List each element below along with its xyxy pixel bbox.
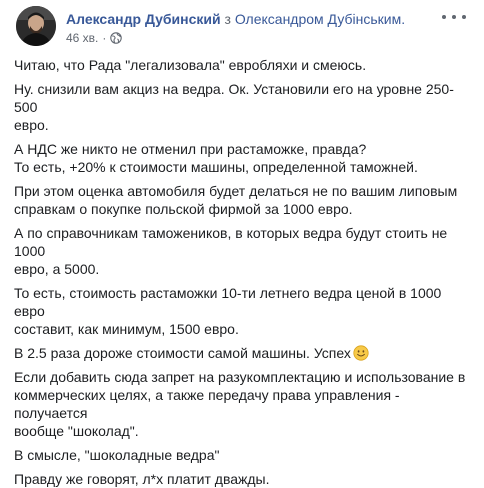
post-paragraph-2: Ну. снизили вам акциз на ведра. Ок. Установили его на уровне 250-500 евро. — [14, 81, 454, 133]
post-paragraph-3: А НДС же никто не отменил при растаможке, правда? То есть, +20% к стоимости машины, определенной таможней. — [14, 141, 418, 175]
with-word: з — [224, 11, 231, 27]
avatar[interactable] — [16, 6, 56, 46]
post-paragraph-10: Правду же говорят, л*х платит дважды. — [14, 471, 270, 487]
post-timestamp[interactable]: 46 хв. — [66, 31, 99, 45]
post-meta — [66, 30, 122, 46]
dot-1 — [442, 15, 446, 19]
author-name-link[interactable]: Александр Дубинский — [66, 11, 221, 27]
post-paragraph-7-text: В 2.5 раза дороже стоимости самой машины. Успех — [14, 345, 351, 361]
post-paragraph-9: В смысле, "шоколадные ведра" — [14, 447, 220, 463]
post-paragraph-5: А по справочникам таможеников, в которых ведра будут стоить не 1000 евро, а 5000. — [14, 225, 448, 277]
post-paragraph-8: Если добавить сюда запрет на разукомплектацию и использование в коммерческих целях, а также передачу права управления - получается вообще "шоколад". — [14, 369, 466, 439]
dot-3 — [462, 15, 466, 19]
post-paragraph-4: При этом оценка автомобиля будет делаться не по вашим липовым справкам о покупке польской фирмой за 1000 евро. — [14, 183, 458, 217]
post-header — [12, 0, 472, 52]
post-paragraph-7 — [12, 344, 472, 362]
avatar-photo-icon — [16, 6, 56, 46]
post-body — [12, 56, 472, 488]
more-options-icon[interactable] — [442, 10, 466, 24]
post-paragraph-1: Читаю, что Рада "легализовала" евробляхи и смеюсь. — [14, 57, 367, 73]
smile-emoji-icon — [353, 345, 369, 361]
dot-2 — [452, 15, 456, 19]
globe-icon[interactable] — [110, 32, 122, 44]
tagged-person-link[interactable]: Олександром Дубінським. — [234, 11, 406, 27]
meta-separator: · — [102, 31, 107, 45]
author-line — [66, 10, 405, 28]
post-paragraph-6: То есть, стоимость растаможки 10-ти летнего ведра ценой в 1000 евро составит, как минимум, 1500 евро. — [14, 285, 442, 337]
